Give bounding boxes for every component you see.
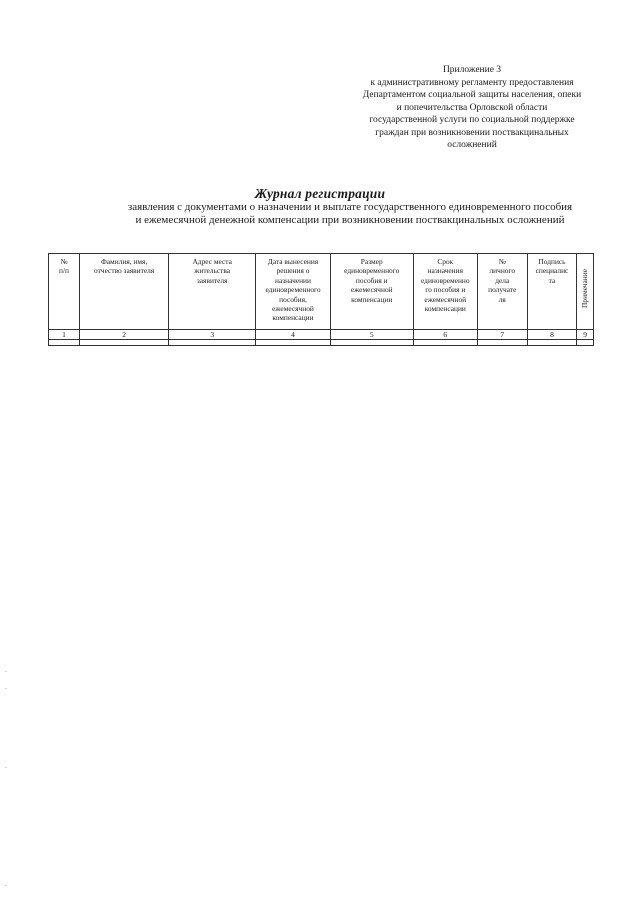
- subtitle-line-2: и ежемесячной денежной компенсации при возникновении поствакцинальных осложнений: [135, 214, 565, 226]
- appendix-line: осложнений: [447, 140, 497, 150]
- header-cell-benefit-term: Срок назначения единовременно го пособия и ежемесячной компенсации: [413, 254, 477, 330]
- column-number-cell: 2: [80, 330, 169, 340]
- header-cell-applicant-name: Фамилия, имя, отчество заявителя: [80, 254, 169, 330]
- empty-cell: [169, 340, 256, 346]
- document-subtitle: [60, 201, 640, 227]
- scan-margin-mark: .: [5, 762, 7, 770]
- header-cell-applicant-address: Адрес места жительства заявителя: [169, 254, 256, 330]
- empty-cell: [527, 340, 577, 346]
- header-cell-decision-date: Дата вынесения решения о назначении единовременного пособия, ежемесячной компенсации: [256, 254, 331, 330]
- empty-cell: [330, 340, 413, 346]
- column-number-cell: 7: [477, 330, 527, 340]
- header-cell-benefit-amount: Размер единовременного пособия и ежемесячной компенсации: [330, 254, 413, 330]
- scan-margin-mark: .: [5, 666, 7, 674]
- column-number-cell: 8: [527, 330, 577, 340]
- column-number-cell: 5: [330, 330, 413, 340]
- column-number-cell: 9: [577, 330, 594, 340]
- appendix-line: Приложение 3: [442, 65, 502, 75]
- header-cell-specialist-signature: Подпись специалис та: [527, 254, 577, 330]
- appendix-line: и попечительства Орловской области: [396, 102, 548, 113]
- empty-cell: [413, 340, 477, 346]
- subtitle-line-1: заявления с документами о назначении и выплате государственного единовременного пособия: [127, 201, 573, 213]
- column-number-cell: 6: [413, 330, 477, 340]
- registration-journal-table: [48, 253, 594, 346]
- document-title: Журнал регистрации: [254, 186, 386, 201]
- empty-cell: [577, 340, 594, 346]
- column-number-cell: 1: [49, 330, 80, 340]
- appendix-block: [342, 64, 602, 152]
- column-number-cell: 3: [169, 330, 256, 340]
- empty-cell: [80, 340, 169, 346]
- column-number-row: [49, 330, 594, 340]
- table-header-row: [49, 254, 594, 330]
- appendix-line: государственной услуги по социальной поддержке: [369, 115, 575, 125]
- appendix-line: к административному регламенту предоставления: [370, 77, 574, 88]
- header-cell-note: Примечание: [577, 254, 594, 330]
- empty-cell: [477, 340, 527, 346]
- column-number-cell: 4: [256, 330, 331, 340]
- scan-margin-mark: .: [5, 683, 7, 691]
- empty-cell: [256, 340, 331, 346]
- header-cell-number: № п/п: [49, 254, 80, 330]
- empty-cell: [49, 340, 80, 346]
- appendix-line: граждан при возникновении поствакцинальных: [375, 127, 569, 138]
- appendix-line: Департаментом социальной защиты населения, опеки: [362, 90, 582, 100]
- table-row: [49, 340, 594, 346]
- scan-margin-mark: .: [5, 880, 7, 888]
- header-cell-case-number: № личного дела получате ля: [477, 254, 527, 330]
